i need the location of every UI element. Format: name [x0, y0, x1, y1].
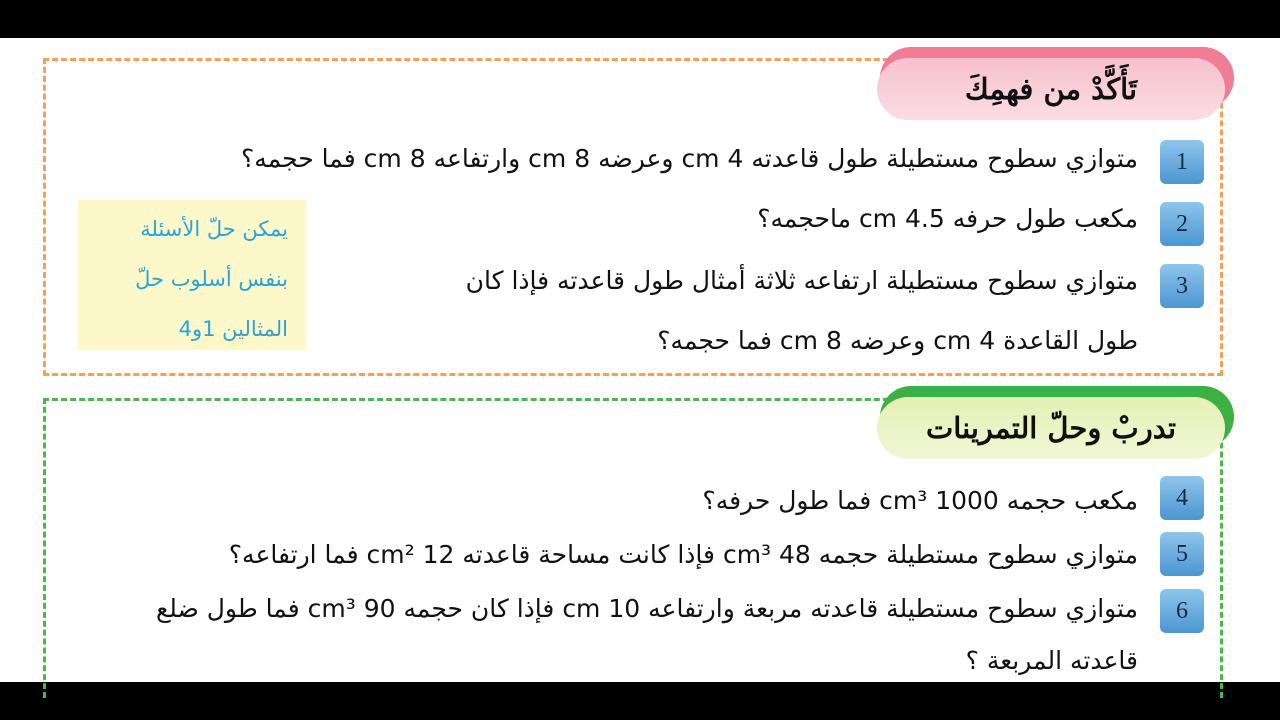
question-6-line-1: متوازي سطوح مستطيلة قاعدته مربعة وارتفاعه 10 cm فإذا كان حجمه 90 cm³ فما طول ضلع	[156, 594, 1138, 623]
question-2-line-1: مكعب طول حرفه 4.5 cm ماحجمه؟	[757, 204, 1138, 233]
question-5-line-1: متوازي سطوح مستطيلة حجمه 48 cm³ فإذا كانت مساحة قاعدته 12 cm² فما ارتفاعه؟	[228, 540, 1138, 569]
hint-line: المثالين 1و4	[178, 317, 288, 341]
question-4-line-1: مكعب حجمه 1000 cm³ فما طول حرفه؟	[702, 486, 1138, 515]
item-number-badge: 5	[1160, 532, 1204, 576]
question-1-line-1: متوازي سطوح مستطيلة طول قاعدته 4 cm وعرضه 8 cm وارتفاعه 8 cm فما حجمه؟	[241, 144, 1138, 173]
section2-header	[877, 397, 1225, 459]
item-number-badge: 2	[1160, 202, 1204, 246]
hint-line: يمكن حلّ الأسئلة	[140, 217, 288, 241]
textbook-page	[0, 38, 1280, 682]
question-6-line-2: قاعدته المربعة ؟	[965, 646, 1138, 675]
item-number-badge: 3	[1160, 264, 1204, 308]
section1-header	[877, 58, 1225, 120]
question-3-line-1: متوازي سطوح مستطيلة ارتفاعه ثلاثة أمثال طول قاعدته فإذا كان	[465, 266, 1138, 295]
item-number-badge: 1	[1160, 140, 1204, 184]
section2-title: تدربْ وحلّ التمرينات	[925, 411, 1177, 445]
question-3-line-2: طول القاعدة 4 cm وعرضه 8 cm فما حجمه؟	[657, 326, 1138, 355]
hint-note	[78, 200, 306, 350]
item-number-badge: 4	[1160, 476, 1204, 520]
hint-line: بنفس أسلوب حلّ	[135, 267, 288, 291]
section1-title: تَأَكَّدْ من فهمِكَ	[964, 72, 1138, 106]
item-number-badge: 6	[1160, 589, 1204, 633]
